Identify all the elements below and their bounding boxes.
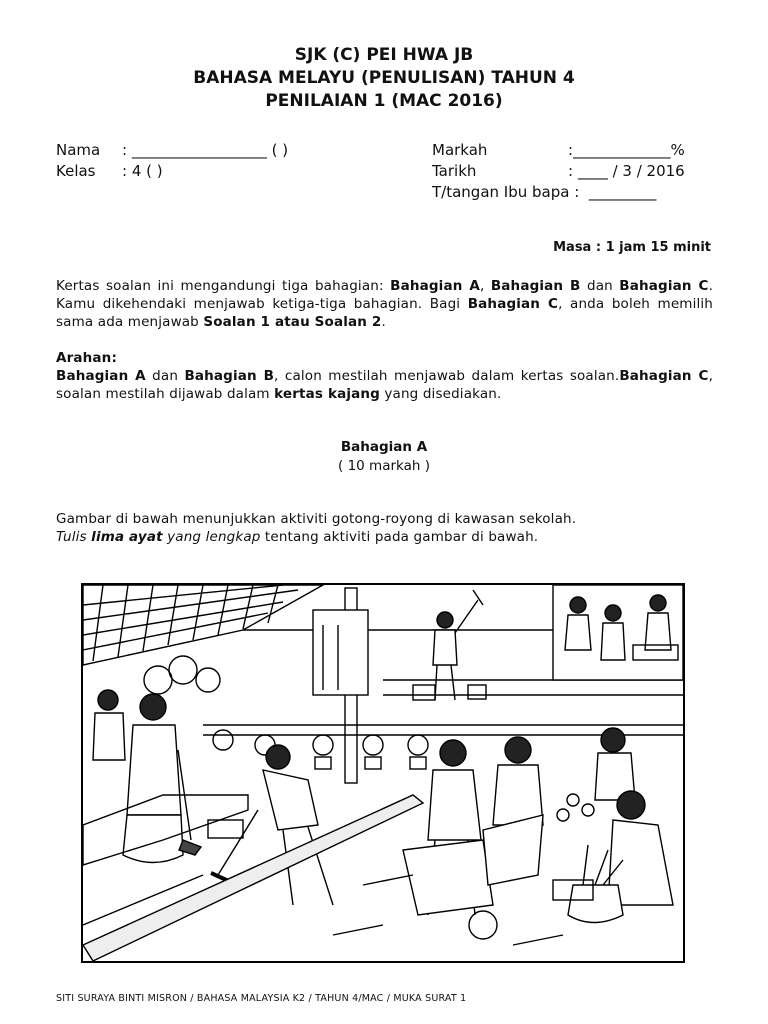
- teacher-sweeping: [83, 690, 248, 865]
- instructions-bold: Bahagian B: [184, 368, 275, 384]
- question-line-2: [56, 528, 713, 546]
- question-italic: Tulis: [56, 529, 92, 545]
- section-heading: [0, 438, 768, 476]
- intro-text: Kertas soalan ini mengandungi tiga bahagian:: [56, 278, 391, 294]
- school-name: SJK (C) PEI HWA JB: [294, 45, 474, 65]
- intro-bold: Soalan 1 atau Soalan 2: [203, 314, 382, 330]
- intro-text: , anda boleh memilih sama ada menjawab: [56, 296, 713, 330]
- boy-painting-wall: [413, 590, 486, 700]
- time-allowed: Masa : 1 jam 15 minit: [553, 240, 711, 255]
- nama-label: Nama: [56, 141, 101, 159]
- instructions-bold: Bahagian A: [56, 368, 146, 384]
- roof: [83, 585, 323, 665]
- tarikh-label: Tarikh: [432, 162, 477, 180]
- instructions-paragraph: [56, 349, 713, 403]
- question-line-1: Gambar di bawah menunjukkan aktiviti gotong-royong di kawasan sekolah.: [56, 511, 577, 527]
- instructions-text: dan: [145, 368, 185, 384]
- kelas-field[interactable]: : 4 ( ): [122, 162, 163, 180]
- kelas-label: Kelas: [56, 162, 96, 180]
- assessment-title: PENILAIAN 1 (MAC 2016): [265, 91, 503, 111]
- intro-bold: Bahagian C: [467, 296, 559, 312]
- page-footer: SITI SURAYA BINTI MISRON / BAHASA MALAYSIA K2 / TAHUN 4/MAC / MUKA SURAT 1: [56, 993, 467, 1004]
- instructions-text: , calon mestilah menjawab dalam kertas soalan.: [274, 368, 620, 384]
- instructions-text: yang disediakan.: [379, 386, 502, 402]
- intro-text: .: [381, 314, 386, 330]
- signature-label: T/tangan Ibu bapa :: [432, 183, 580, 201]
- gotong-royong-illustration: [81, 583, 685, 963]
- instructions-text: , soalan mestilah dijawab dalam: [56, 368, 714, 402]
- student-info-left: [56, 140, 288, 182]
- tarikh-field[interactable]: : ____ / 3 / 2016: [568, 162, 685, 180]
- intro-text: . Kamu dikehendaki menjawab ketiga-tiga bahagian. Bagi: [56, 278, 714, 312]
- nama-field[interactable]: : __________________ ( ): [122, 141, 289, 159]
- intro-bold: Bahagian A: [390, 278, 480, 294]
- instructions-bold: Bahagian C: [619, 368, 709, 384]
- intro-text: dan: [580, 278, 620, 294]
- intro-bold: Bahagian B: [490, 278, 581, 294]
- signature-field[interactable]: _________: [588, 183, 657, 201]
- boy-with-wheelbarrow: [403, 737, 543, 939]
- section-marks: ( 10 markah ): [338, 458, 430, 474]
- markah-label: Markah: [432, 141, 488, 159]
- instructions-bold: kertas kajang: [274, 386, 380, 402]
- illustration-svg: [83, 585, 683, 961]
- subject-title: BAHASA MELAYU (PENULISAN) TAHUN 4: [193, 68, 575, 88]
- question-bold-italic: lima ayat: [91, 529, 163, 545]
- instructions-title: Arahan:: [56, 350, 117, 366]
- boys-planting: [553, 728, 673, 923]
- ground: [83, 875, 563, 945]
- intro-paragraph: [56, 277, 713, 331]
- question-italic: yang lengkap: [162, 529, 261, 545]
- question-text: [56, 510, 713, 546]
- section-title: Bahagian A: [340, 439, 428, 455]
- student-info-right: [432, 140, 685, 203]
- document-header: [0, 44, 768, 113]
- intro-bold: Bahagian C: [619, 278, 709, 294]
- markah-field[interactable]: :_____________%: [568, 141, 685, 159]
- intro-text: ,: [479, 278, 491, 294]
- question-text-tail: tentang aktiviti pada gambar di bawah.: [260, 529, 539, 545]
